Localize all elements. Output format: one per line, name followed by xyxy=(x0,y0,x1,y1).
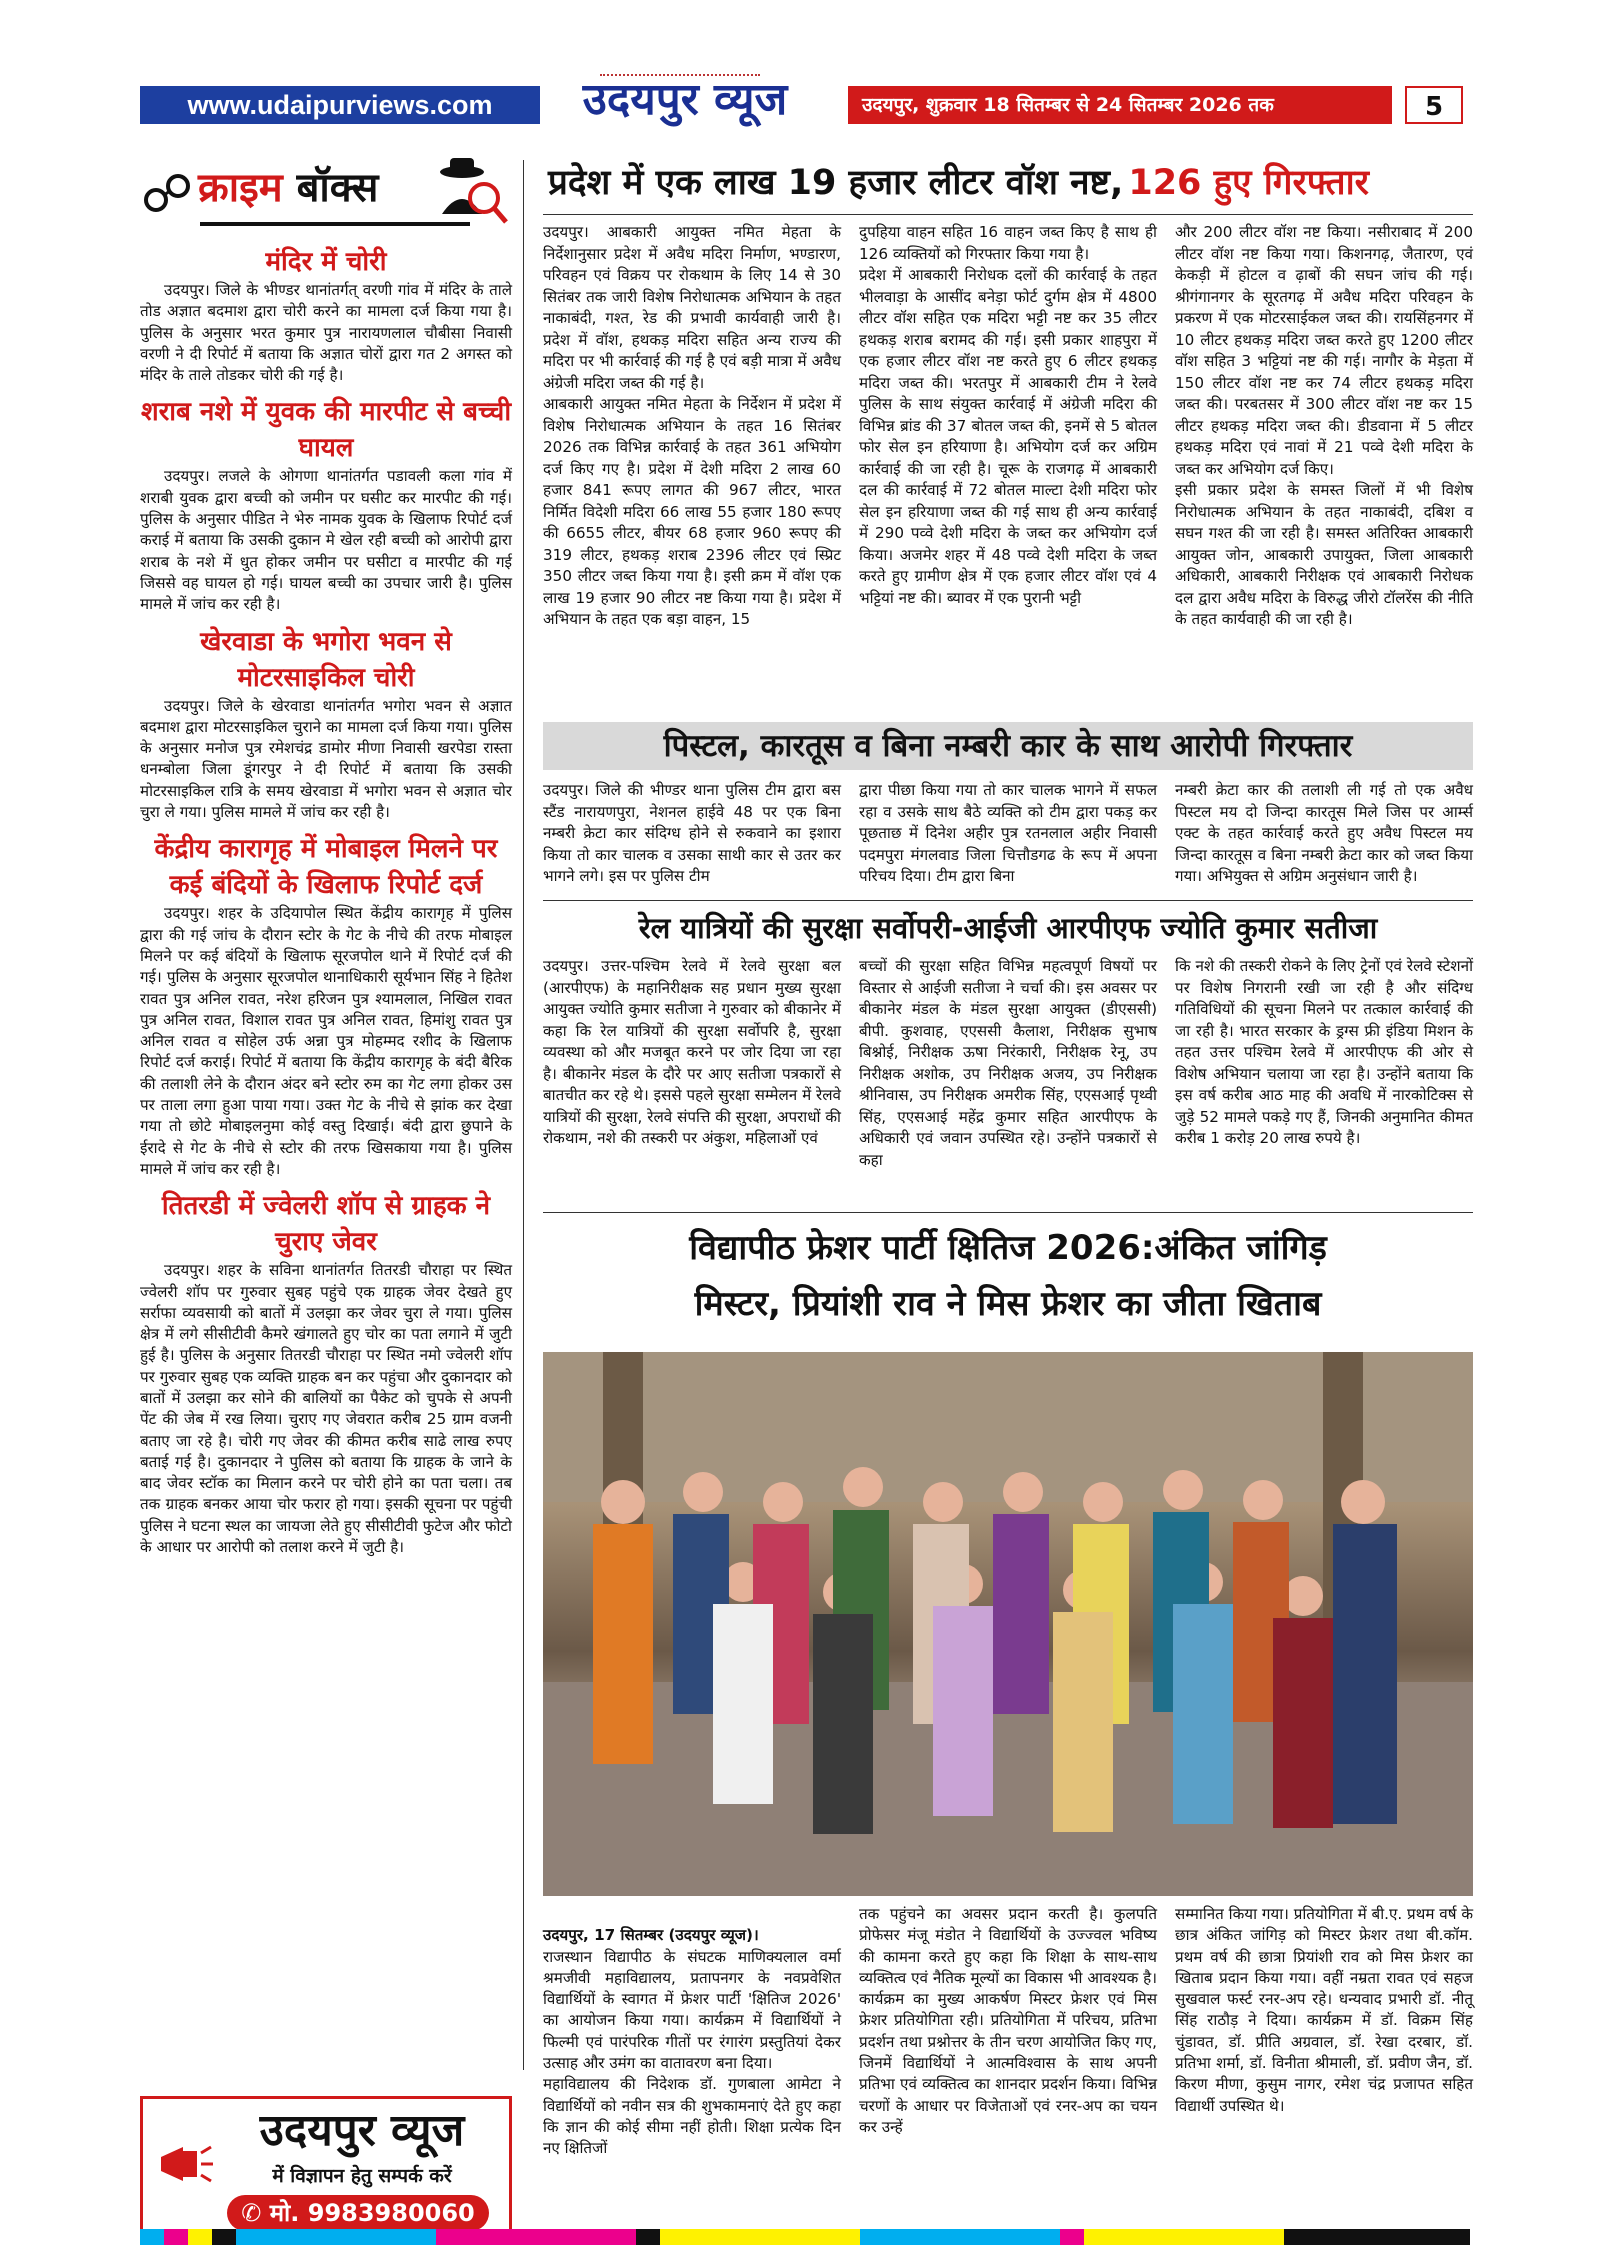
article4-headline-line1: विद्यापीठ फ्रेशर पार्टी क्षितिज 2026:अंकित जांगिड़ xyxy=(689,1228,1327,1268)
rule xyxy=(543,214,1473,215)
crime-item-headline: मंदिर में चोरी xyxy=(265,247,387,277)
fresher-party-group-photo xyxy=(543,1352,1473,1896)
article3-column: उदयपुर। उत्तर-पश्चिम रेलवे में रेलवे सुरक्षा बल (आरपीएफ) के महानिरीक्षक सह प्रधान मुख्य सुरक्षा आयुक्त ज्योति कुमार सतीजा ने गुरुवार को बीकानेर में कहा कि रेल यात्रियों की सुरक्षा सर्वोपरि है, सुरक्षा व्यवस्था को और मजबूत करने पर जोर दिया जा रहा है। बीकानेर मंडल के दौरे पर आए सतीजा पत्रकारों से बातचीत कर रहे थे। इससे पहले सुरक्षा सम्मेलन में रेलवे यात्रियों की सुरक्षा, रेलवे संपत्ति की सुरक्षा, अपराधों की रोकथाम, नशे की तस्करी पर अंकुश, महिलाओं एवं xyxy=(543,957,841,1147)
crime-item-body: उदयपुर। जिले के खेरवाडा थानांतर्गत भगोरा भवन से अज्ञात बदमाश द्वारा मोटरसाइकिल चुराने का मामला दर्ज किया गया। पुलिस के अनुसार मनोज पुत्र रमेशचंद्र डामोर मीणा निवासी खरपेडा रास्ता धनम्बोला जिला डूंगरपुर ने दी रिपोर्ट में बताया कि उसकी मोटरसाइकिल रात्रि के समय खेरवाडा में भगोरा भवन से अज्ञात चोर चुरा ले गया। पुलिस मामले में जांच कर रही है। xyxy=(140,696,512,822)
article1-headline xyxy=(548,158,1468,212)
ad-phone-number: मो. 9983980060 xyxy=(269,2199,475,2227)
article2-headline: पिस्टल, कारतूस व बिना नम्बरी कार के साथ आरोपी गिरफ्तार xyxy=(663,728,1353,764)
crime-box-underline xyxy=(200,222,470,226)
crime-box-title-part2: बॉक्स xyxy=(296,165,379,211)
crime-item-body: उदयपुर। शहर के उदियापोल स्थित केंद्रीय कारागृह में पुलिस द्वारा की गई जांच के दौरान स्टोर के गेट के नीचे की तरफ मोबाइल मिलने पर कई बंदियों के खिलाफ सूरजपोल थाने में रिपोर्ट दर्ज की गई। पुलिस के अनुसार सूरजपोल थानाधिकारी सूर्यभान सिंह ने हितेश रावत पुत्र अनिल रावत, नरेश हरिजन पुत्र श्यामलाल, निखिल रावत पुत्र अनिल रावत, विशाल रावत पुत्र अनिल रावत, हिमांशु रावत पुत्र अनिल रावत व सोहेल उर्फ अन्ना पुत्र मोहम्मद रशीद के खिलाफ रिपोर्ट दर्ज कराई। रिपोर्ट में बताया कि केंद्रीय कारागृह के बंदी बैरिक की तलाशी लेने के दौरान अंदर बने स्टोर रुम का गेट लगा होकर उस पर ताला लगा हुआ पाया गया। उक्त गेट के नीचे से झांक कर देखा गया तो छोटे मोबाइलनुमा कोई वस्तु दिखाई। बंदी द्वारा छुपाने के ईरादे से गेट के नीचे से स्टोर की तरफ खिसकाया गया है। पुलिस मामले में जांच कर रही है। xyxy=(140,904,512,1178)
crime-item-headline: केंद्रीय कारागृह में मोबाइल मिलने पर कई बंदियों के खिलाफ रिपोर्ट दर्ज xyxy=(154,834,498,901)
article3-headline: रेल यात्रियों की सुरक्षा सर्वोपरी-आईजी आरपीएफ ज्योति कुमार सतीजा xyxy=(638,911,1378,945)
crime-box-column xyxy=(140,244,512,1558)
article2-column: द्वारा पीछा किया गया तो कार चालक भागने में सफल रहा व उसके साथ बैठे व्यक्ति को टीम द्वारा पकड़ कर पूछताछ में दिनेश अहीर पुत्र रतनलाल अहीर निवासी पदमपुरा मंगलवाड जिला चित्तौडगढ के रूप में अपना परिचय दिया। टीम द्वारा बिना xyxy=(859,781,1157,885)
article1-column: उदयपुर। आबकारी आयुक्त नमित मेहता के निर्देशानुसार प्रदेश में अवैध मदिरा निर्माण, भण्डारण, परिवहन एवं विक्रय पर रोकथाम के लिए 14 से 30 सितंबर तक जारी विशेष निरोधात्मक अभियान के तहत नाकाबंदी, गश्त, रेड की प्रभावी कार्यवाही जारी है। प्रदेश में वॉश, हथकड़ मदिरा सहित अन्य राज्य की मदिरा पर भी कार्रवाई की गई है एवं बड़ी मात्रा में अवैध अंग्रेजी मदिरा जब्त की गई है। आबकारी आयुक्त नमित मेहता के निर्देशन में प्रदेश में विशेष निरोधात्मक अभियान के तहत 16 सितंबर 2026 तक विभिन्न कार्रवाई के तहत 361 अभियोग दर्ज किए गए है। प्रदेश में देशी मदिरा 2 लाख 60 हजार 841 रूपए लागत की 967 लीटर, भारत निर्मित विदेशी मदिरा 66 लाख 55 हजार 180 रूपए की 6655 लीटर, बीयर 68 हजार 960 रूपए की 319 लीटर, हथकड़ शराब 2396 लीटर एवं स्प्रिट 350 लीटर जब्त किया गया है। इसी क्रम में वॉश एक लाख 19 हजार 90 लीटर नष्ट किया गया है। प्रदेश में अभियान के तहत एक बड़ा वाहन, 15 xyxy=(543,223,841,628)
group-photo-illustration xyxy=(543,1352,1473,1896)
cmyk-color-bar xyxy=(140,2229,1470,2245)
rule xyxy=(543,1212,1473,1213)
website-banner[interactable]: www.udaipurviews.com xyxy=(140,86,540,124)
article4-column-text: राजस्थान विद्यापीठ के संघटक माणिक्यलाल वर्मा श्रमजीवी महाविद्यालय, प्रतापनगर के नवप्रवेशित विद्यार्थियों के स्वागत में फ्रेशर पार्टी 'क्षितिज 2026' का आयोजन किया गया। कार्यक्रम में विद्यार्थियों ने फिल्मी एवं पारंपरिक गीतों पर रंगारंग प्रस्तुतियां देकर उत्साह और उमंग का वातावरण बना दिया। महाविद्यालय की निदेशक डॉ. गुणबाला आमेटा ने विद्यार्थियों को नवीन सत्र की शुभकामनाएं देते हुए कहा कि ज्ञान की कोई सीमा नहीं होती। शिक्षा प्रत्येक दिन नए क्षितिजों xyxy=(543,1947,841,2158)
phone-icon: ✆ xyxy=(241,2199,270,2227)
crime-box-title-part1: क्राइम xyxy=(198,165,283,211)
article1-body xyxy=(543,222,1473,631)
ad-title: उदयपुर व्यूज xyxy=(259,2105,465,2156)
article2-column: उदयपुर। जिले की भीण्डर थाना पुलिस टीम द्वारा बस स्टैंड नारायणपुरा, नेशनल हाईवे 48 पर एक बिना नम्बरी क्रेटा कार संदिग्ध होने से रुकवाने का इशारा किया तो कार चालक व उसका साथी कार से उतर कर भागने लगे। इस पर पुलिस टीम xyxy=(543,781,841,885)
article4-dateline: उदयपुर, 17 सितम्बर (उदयपुर व्यूज)। xyxy=(543,1926,759,1945)
detective-icon xyxy=(432,154,510,232)
article1-headline-part2: 126 हुए गिरफ्तार xyxy=(1128,163,1369,203)
advertisement-box[interactable] xyxy=(140,2096,512,2244)
article3-column: कि नशे की तस्करी रोकने के लिए ट्रेनों एवं रेलवे स्टेशनों पर विशेष निगरानी रखी जा रही है और संदिग्ध गतिविधियों की सूचना मिलने पर तत्काल कार्रवाई की जा रही है। भारत सरकार के ड्रग्स फ्री इंडिया मिशन के तहत उत्तर पश्चिम रेलवे में आरपीएफ की ओर से विशेष अभियान चलाया जा रहा है। उन्होंने बताया कि इस वर्ष करीब आठ माह की अवधि में नारकोटिक्स से जुड़े 52 मामले पकड़े गए हैं, जिनकी अनुमानित कीमत करीब 1 करोड़ 20 लाख रुपये है। xyxy=(1175,957,1473,1147)
paper-name: उदयपुर व्यूज xyxy=(582,74,788,125)
article2-body xyxy=(543,780,1473,888)
crime-item-body: उदयपुर। जिले के भीण्डर थानांतर्गत् वरणी गांव में मंदिर के ताले तोड अज्ञात बदमाश द्वारा चोरी करने का मामला दर्ज किया गया है। पुलिस के अनुसार भरत कुमार पुत्र नारायणलाल चौबीसा निवासी वरणी ने दी रिपोर्ट में बताया कि अज्ञात चोरों द्वारा गत 2 अगस्त को मंदिर के ताले तोडकर चोरी की गई है। xyxy=(140,281,512,385)
crime-item-headline: खेरवाडा के भगोरा भवन से मोटरसाइकिल चोरी xyxy=(200,626,452,693)
crime-box-logo xyxy=(140,152,512,238)
article4-column: तक पहुंचने का अवसर प्रदान करती है। कुलपति प्रोफेसर मंजू मंडोत ने विद्यार्थियों के उज्ज्वल भविष्य की कामना करते हुए कहा कि शिक्षा के साथ-साथ व्यक्तित्व एवं नैतिक मूल्यों का विकास भी आवश्यक है। कार्यक्रम का मुख्य आकर्षण मिस्टर फ्रेशर एवं मिस फ्रेशर प्रतियोगिता रही। प्रतियोगिता में परिचय, प्रतिभा प्रदर्शन तथा प्रश्नोत्तर के तीन चरण आयोजित किए गए, जिनमें विद्यार्थियों ने आत्मविश्वास के साथ अपनी प्रतिभा एवं व्यक्तित्व का शानदार प्रदर्शन किया। विभिन्न चरणों के आधार पर विजेताओं एवं रनर-अप का चयन कर उन्हें xyxy=(859,1905,1157,2136)
article3-column: बच्चों की सुरक्षा सहित विभिन्न महत्वपूर्ण विषयों पर विस्तार से आईजी सतीजा ने चर्चा की। इस अवसर पर बीकानेर मंडल के मंडल सुरक्षा आयुक्त (डीएससी) बीपी. कुशवाह, एएससी कैलाश, निरीक्षक सुभाष बिश्नोई, निरीक्षक ऊषा निरंकारी, निरीक्षक रेनू, उप निरीक्षक अशोक, उप निरीक्षक अजय, उप निरीक्षक श्रीनिवास, उप निरीक्षक अमरीक सिंह, एएसआई पृथ्वी सिंह, एएसआई महेंद्र कुमार सहित आरपीएफ के अधिकारी एवं जवान उपस्थित रहे। उन्होंने पत्रकारों से कहा xyxy=(859,957,1157,1169)
crime-box-title xyxy=(198,158,378,218)
article1-column: और 200 लीटर वॉश नष्ट किया। नसीराबाद में 200 लीटर वॉश नष्ट किया गया। किशनगढ़, जैतारण, एवं केकड़ी में होटल व ढ़ाबों की सघन जांच की गई। श्रीगंगानगर के सूरतगढ़ में अवैध मदिरा परिवहन के प्रकरण में एक मोटरसाईकल जब्त की। रायसिंहनगर में 10 लीटर हथकड़ मदिरा जब्त करते हुए 1200 लीटर वॉश सहित 3 भट्टियां नष्ट की गई। नागौर के मेड़ता में 150 लीटर वॉश नष्ट कर 74 लीटर हथकड़ मदिरा जब्त की। परबतसर में 300 लीटर वॉश नष्ट कर 15 लीटर हथकड़ मदिरा जब्त की। डीडवाना में 5 लीटर हथकड़ मदिरा एवं नावां में 21 पव्वे देशी मदिरा के जब्त कर अभियोग दर्ज किए। इसी प्रकार प्रदेश के समस्त जिलों में भी विशेष निरोधात्मक अभियान के तहत नाकाबंदी, दबिश व सघन गश्त की जा रही है। समस्त अतिरिक्त आबकारी आयुक्त जोन, आबकारी उपायुक्त, जिला आबकारी अधिकारी, आबकारी निरीक्षक एवं आबकारी निरोधक दल द्वारा अवैध मदिरा के विरुद्ध जीरो टॉलरेंस की नीति के तहत कार्यवाही की जा रही है। xyxy=(1175,223,1473,628)
megaphone-icon xyxy=(153,2133,215,2195)
crime-item-body: उदयपुर। लजले के ओगणा थानांतर्गत पडावली कला गांव में शराबी युवक द्वारा बच्ची को जमीन पर घसीट कर मारपीट की गई। पुलिस के अनुसार पीडित ने भेरु नामक युवक के खिलाफ रिपोर्ट दर्ज कराई में बताया कि उसकी दुकान मे खेल रही बच्ची को आरोपी द्वारा शराब के नशे में धुत होकर जमीन पर घसीटा व मारपीट की गई जिससे वह घायल हो गई। घायल बच्ची का उपचार जारी है। पुलिस मामले में जांच कर रही है। xyxy=(140,467,512,614)
article2-column: नम्बरी क्रेटा कार की तलाशी ली गई तो एक अवैध पिस्टल मय दो जिन्दा कारतूस मिले जिस पर आर्म्स एक्ट के तहत कार्रवाई करते हुए अवैध पिस्टल मय जिन्दा कारतूस व बिना नम्बरी क्रेटा कार को जब्त किया गया। अभियुक्त से अग्रिम अनुसंधान जारी है। xyxy=(1175,781,1473,885)
ad-subtitle: में विज्ञापन हेतु सम्पर्क करें xyxy=(272,2165,452,2187)
rule xyxy=(543,900,1473,901)
page-number: 5 xyxy=(1405,86,1463,124)
article1-headline-part1: प्रदेश में एक लाख 19 हजार लीटर वॉश नष्ट, xyxy=(548,163,1124,203)
article4-headline-line2: मिस्टर, प्रियांशी राव ने मिस फ्रेशर का जीता खिताब xyxy=(694,1284,1322,1324)
crime-item-body: उदयपुर। शहर के सविना थानांतर्गत तितरडी चौराहा पर स्थित ज्वेलरी शॉप पर गुरुवार सुबह पहुंचे एक ग्राहक जेवर देखते हुए सर्राफा व्यवसायी को बातों में उलझा कर जेवर चुरा ले गया। पुलिस क्षेत्र में लगे सीसीटीवी कैमरे खंगालते हुए चोर का पता लगाने में जुटी हुई है। पुलिस के अनुसार तितरडी चौराहा पर स्थित नमो ज्वेलरी शॉप पर गुरुवार सुबह एक व्यक्ति ग्राहक बन कर पहुंचा और दुकानदार को बातों में उलझा कर सोने की बालियों का पैकेट को चुपके से अपनी पेंट की जेब में रख लिया। चुराए गए जेवरात करीब 25 ग्राम वजनी बताए जा रहे है। चोरी गए जेवर की कीमत करीब साढे लाख रुपए बताई गई है। दुकानदार ने पुलिस को बताया कि ग्राहक के जाने के बाद जेवर स्टॉक का मिलान करने पर चोरी होने का पता चला। तब तक ग्राहक बनकर आया चोर फरार हो गया। इसकी सूचना पर पहुंची पुलिस ने घटना स्थल का जायजा लेते हुए सीसीटीवी फुटेज और फोटो के आधार पर आरोपी को तलाश करने में जुटी है। xyxy=(140,1261,512,1557)
article3-body xyxy=(543,956,1473,1171)
article4-column: सम्मानित किया गया। प्रतियोगिता में बी.ए. प्रथम वर्ष के छात्र अंकित जांगिड़ को मिस्टर फ्रेशर तथा बी.कॉम. प्रथम वर्ष की छात्रा प्रियांशी राव को मिस फ्रेशर का खिताब प्रदान किया गया। वहीं नम्रता रावत एवं सहज सुखवाल फर्स्ट रनर-अप रहे। धन्यवाद प्रभारी डॉ. नीतू सिंह राठौड़ ने दिया। कार्यक्रम में डॉ. विक्रम सिंह चुंडावत, डॉ. प्रीति अग्रवाल, डॉ. रेखा दरबार, डॉ. प्रतिभा शर्मा, डॉ. विनीता श्रीमाली, डॉ. प्रवीण जैन, डॉ. किरण मीणा, कुसुम नागर, रमेश चंद्र प्रजापत सहित विद्यार्थी उपस्थित थे। xyxy=(1175,1905,1473,2115)
column-divider xyxy=(523,160,524,2070)
article2-band xyxy=(543,722,1473,770)
handcuffs-icon xyxy=(142,166,194,218)
article1-column: दुपहिया वाहन सहित 16 वाहन जब्त किए है साथ ही 126 व्यक्तियों को गिरफ्तार किया गया है। प्रदेश में आबकारी निरोधक दलों की कार्रवाई के तहत भीलवाड़ा के आसींद बनेड़ा फोर्ट दुर्गम क्षेत्र में 4800 लीटर वॉश सहित एक मदिरा भट्टी नष्ट कर 35 लीटर हथकड़ शराब बरामद की गई। इसी प्रकार शाहपुरा में एक हजार लीटर वॉश नष्ट करते हुए 6 लीटर हथकड़ मदिरा जब्त की। भरतपुर में आबकारी टीम ने रेलवे पुलिस के साथ संयुक्त कार्रवाई में अंग्रेजी मदिरा की विभिन्न ब्रांड की 37 बोतल जब्त की, इनमें से 5 बोतल फोर सेल इन हरियाणा है। अभियोग दर्ज कर अग्रिम कार्रवाई की जा रही है। चूरू के राजगढ़ में आबकारी दल की कार्रवाई में 72 बोतल माल्टा देशी मदिरा फोर सेल इन हरियाणा जब्त की गई साथ ही अन्य कार्रवाई में 290 पव्वे देशी मदिरा के जब्त कर अभियोग दर्ज किया। अजमेर शहर में 48 पव्वे देशी मदिरा के जब्त करते हुए ग्रामीण क्षेत्र में एक हजार लीटर वॉश एवं 4 भट्टियां नष्ट की। ब्यावर में एक पुरानी भट्टी xyxy=(859,223,1157,607)
article4-column xyxy=(543,1904,841,2160)
ad-phone[interactable] xyxy=(227,2195,489,2231)
crime-item-headline: तितरडी में ज्वेलरी शॉप से ग्राहक ने चुराए जेवर xyxy=(161,1191,491,1258)
dateline-banner: उदयपुर, शुक्रवार 18 सितम्बर से 24 सितम्बर 2026 तक xyxy=(848,86,1392,124)
crime-item-headline: शराब नशे में युवक की मारपीट से बच्ची घायल xyxy=(140,397,512,464)
article4-body xyxy=(543,1904,1473,2160)
